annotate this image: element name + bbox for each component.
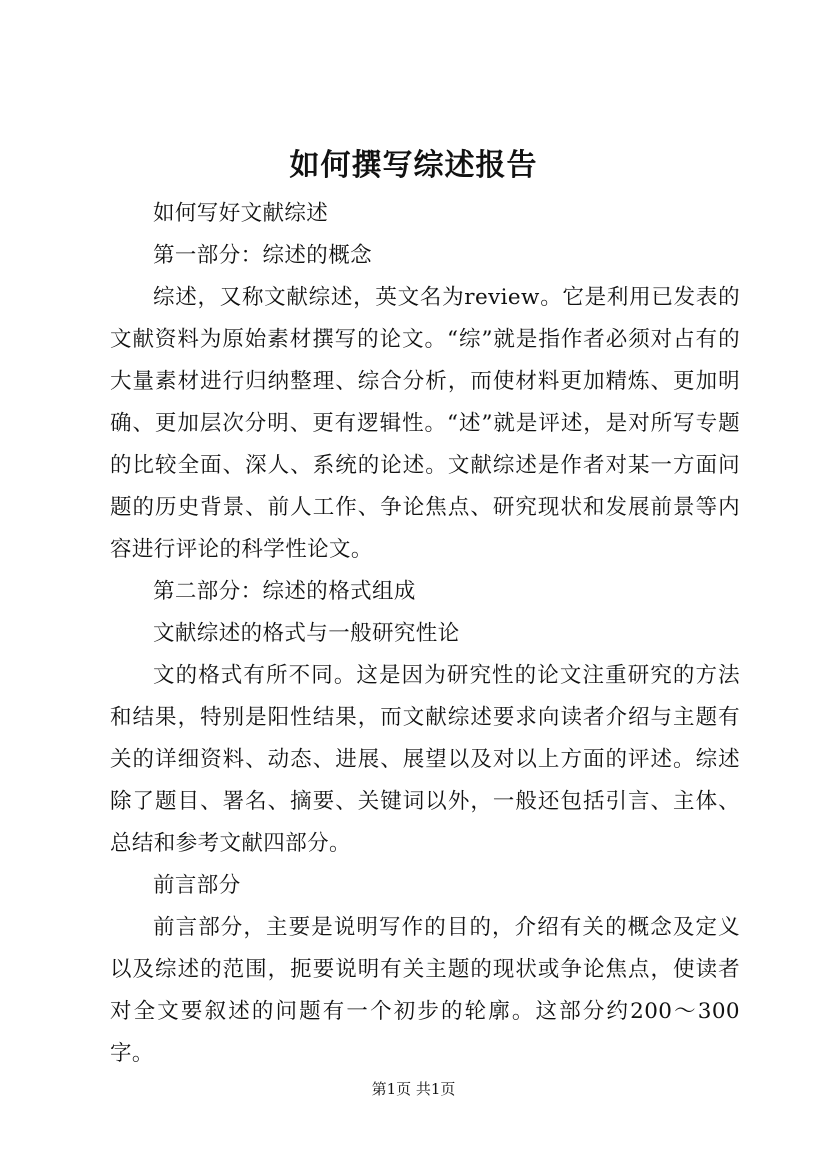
paragraph-format-detail: 文的格式有所不同。这是因为研究性的论文注重研究的方法和结果，特别是阳性结果，而文献综述要求向读者介绍与主题有关的详细资料、动态、进展、展望以及对以上方面的评述。综述除了题目、署名、摘要、关键词以外，一般还包括引言、主体、总结和参考文献四部分。 xyxy=(110,663,740,856)
paragraph-preface: 前言部分，主要是说明写作的目的，介绍有关的概念及定义以及综述的范围，扼要说明有关主题的现状或争论焦点，使读者对全文要叙述的问题有一个初步的轮廓。这部分约200～300字。 xyxy=(110,915,740,1066)
paragraph-section-1-heading: 第一部分：综述的概念 xyxy=(153,243,373,268)
paragraph-concept: 综述，又称文献综述，英文名为review。它是利用已发表的文献资料为原始素材撰写的论文。“综”就是指作者必须对占有的大量素材进行归纳整理、综合分析，而使材料更加精炼、更加明确、更加层次分明、更有逻辑性。“述”就是评述，是对所写专题的比较全面、深人、系统的论述。文献综述是作者对某一方面问题的历史背景、前人工作、争论焦点、研究现状和发展前景等内容进行评论的科学性论文。 xyxy=(110,285,740,562)
document-body xyxy=(110,193,740,1075)
paragraph-preface-heading: 前言部分 xyxy=(153,873,241,898)
paragraph-format-intro: 文献综述的格式与一般研究性论 xyxy=(153,621,460,646)
paragraph-section-2-heading: 第二部分：综述的格式组成 xyxy=(153,579,416,604)
page-footer: 第1页 共1页 xyxy=(371,1080,456,1098)
document-title: 如何撰写综述报告 xyxy=(289,148,538,183)
paragraph-heading-guide: 如何写好文献综述 xyxy=(153,201,329,226)
